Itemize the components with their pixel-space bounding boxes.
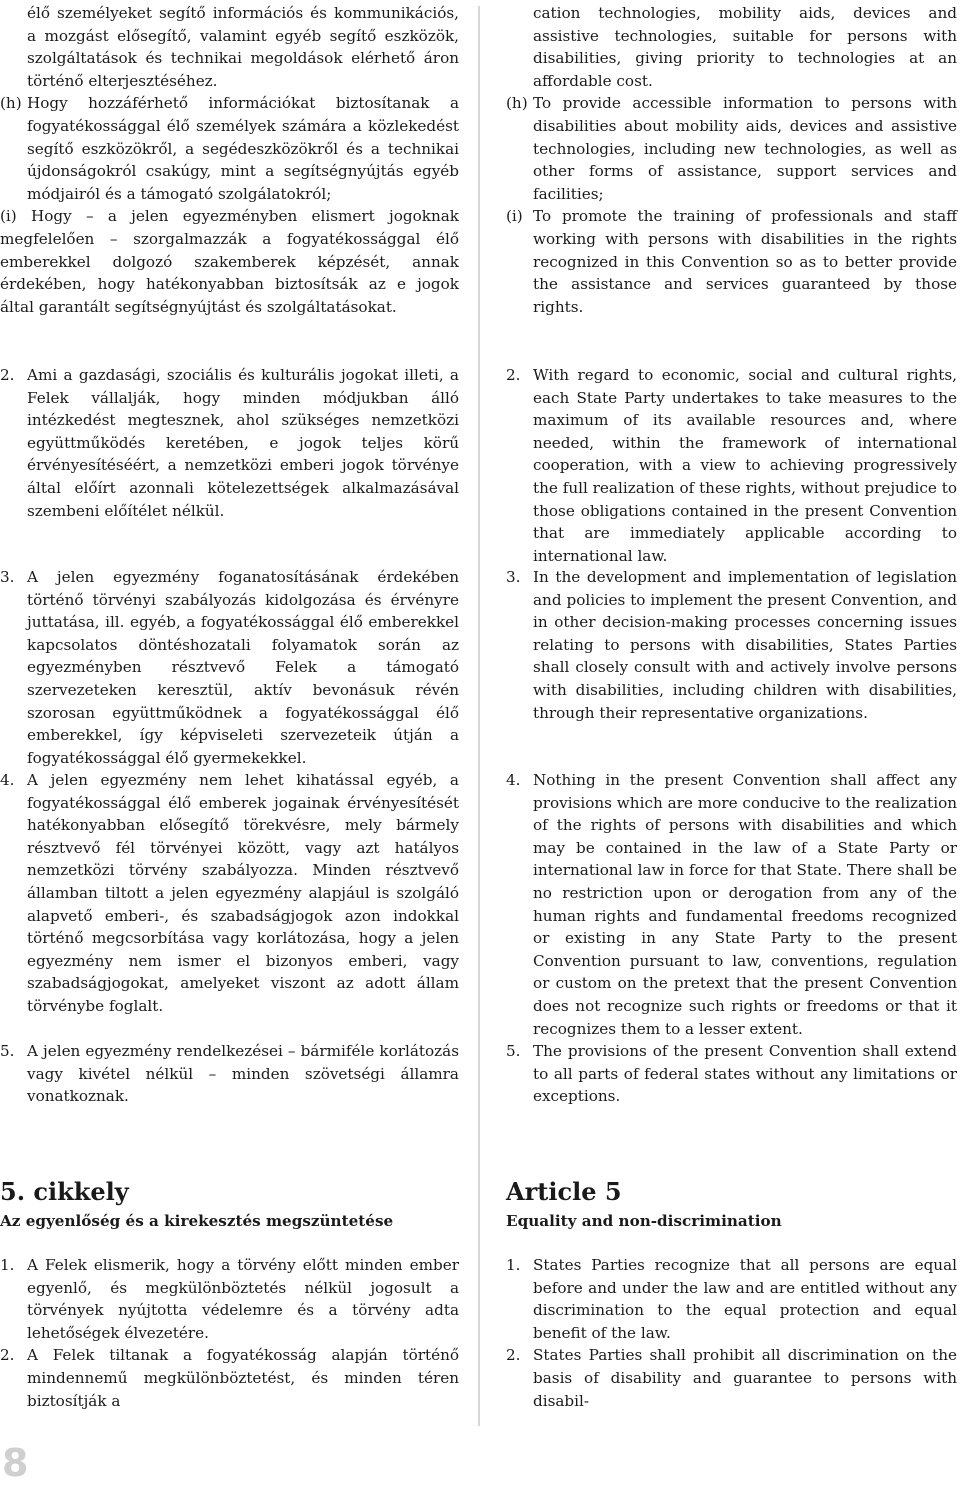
hu-para3-text: A jelen egyezmény foganatosításának érdekében történő törvényi szabályozás kidolgozása és érvényre juttatása, ill. egyéb, a fogyatékossággal élő emberekkel kapcsolatos döntéshozatali folyamatok során az egyezményben résztvevő Felek a támogató szervezeteken keresztül, aktív bevonásuk révén szorosan együttműködnek a fogyatékossággal élő emberekkel, így képviseleti szervezeteik útján a fogyatékossággal élő gyermekekkel. bbox=[27, 568, 459, 767]
hu-intro-continuation: élő személyeket segítő információs és kommunikációs, a mozgást elősegítő, valamint egyéb segítő eszközök, szolgáltatások és technikai megoldások elérhető áron történő elterjesztéséhez. bbox=[27, 4, 459, 90]
hu-item-i bbox=[0, 205, 459, 318]
en-intro-continuation: cation technologies, mobility aids, devices and assistive technologies, suitable for persons with disabilities, giving priority to technologies at an affordable cost. bbox=[533, 4, 957, 90]
hu-item-h bbox=[0, 92, 459, 205]
en-item-i bbox=[506, 205, 957, 318]
en-para4-number: 4. bbox=[506, 771, 521, 789]
en-paragraph-3 bbox=[506, 566, 957, 724]
en-article-title: Article 5 bbox=[506, 1177, 622, 1206]
en-paragraph-5 bbox=[506, 1040, 957, 1108]
hu-para2-number: 2. bbox=[0, 366, 15, 384]
en-article-paragraphs bbox=[506, 1254, 957, 1412]
en-top-block bbox=[506, 2, 957, 318]
hu-paragraph-5 bbox=[0, 1040, 459, 1108]
page-number: 8 bbox=[2, 1441, 29, 1485]
en-item-h bbox=[506, 92, 957, 205]
en-item-h-label: (h) bbox=[506, 94, 528, 113]
en-para4-text: Nothing in the present Convention shall affect any provisions which are more conducive to the realization of the rights of persons with disabilities and which may be contained in the law of a State Party or international law in force for that State. There shall be no restriction upon or derogation from any of the human rights and fundamental freedoms recognized or existing in any State Party to the present Convention pursuant to law, conventions, regulation or custom on the pretext that the present Convention does not recognize such rights or freedoms or that it recognizes them to a lesser extent. bbox=[533, 771, 957, 1038]
hu-para4-text: A jelen egyezmény nem lehet kihatással egyéb, a fogyatékossággal élő emberek jogainak érvényesítését hatékonyabban elősegítő törekvésre, mely bármely résztvevő fél törvényei között, vagy azt hatályos nemzetközi törvény szabályozza. Minden résztvevő államban tiltott a jelen egyezmény alapjául is szolgáló alapvető emberi-, és szabadságjogok azon indokkal történő megcsorbítása vagy korlátozása, hogy a jelen egyezmény nem ismer el bizonyos emberi, vagy szabadságjogokat, amelyeket viszont az adott állam törvénybe foglalt. bbox=[27, 771, 459, 1015]
en-item-i-label: (i) bbox=[506, 207, 523, 226]
en-para2-number: 2. bbox=[506, 366, 521, 384]
hu-article-subtitle: Az egyenlőség és a kirekesztés megszüntetése bbox=[0, 1212, 394, 1230]
en-paragraph-4 bbox=[506, 769, 957, 1040]
en-art-p1-number: 1. bbox=[506, 1256, 521, 1274]
en-art-p1-text: States Parties recognize that all persons are equal before and under the law and are entitled without any discrimination to the equal protection and equal benefit of the law. bbox=[533, 1256, 957, 1342]
en-article-subtitle: Equality and non-discrimination bbox=[506, 1212, 782, 1230]
hu-article-paragraphs bbox=[0, 1254, 459, 1412]
hu-article-title: 5. cikkely bbox=[0, 1177, 129, 1206]
hu-para5-number: 5. bbox=[0, 1042, 15, 1060]
hu-art-p2-text: A Felek tiltanak a fogyatékosság alapján történő mindennemű megkülönböztetést, és minden téren biztosítják a bbox=[27, 1346, 459, 1410]
hu-para5-text: A jelen egyezmény rendelkezései – bármiféle korlátozás vagy kivétel nélkül – minden szövetségi államra vonatkoznak. bbox=[27, 1042, 459, 1106]
en-item-i-text: To promote the training of professionals and staff working with persons with disabilities in the rights recognized in this Convention so as to better provide the assistance and services guaranteed by those rights. bbox=[533, 207, 957, 316]
hu-para2-text: Ami a gazdasági, szociális és kulturális jogokat illeti, a Felek vállalják, hogy minden módjukban álló intézkedést megtesznek, ahol szükséges nemzetközi együttműködés keretében, e jogok teljes körű érvényesítéséért, a nemzetközi emberi jogok törvénye által előírt azonnali kötelezettségek alkalmazásával szembeni előítélet nélkül. bbox=[27, 366, 459, 520]
hu-item-i-text: Hogy – a jelen egyezményben elismert jogoknak megfelelően – szorgalmazzák a fogyatékossággal élő emberekkel dolgozó szakemberek képzését, annak érdekében, hogy hatékonyabban biztosítsák az e jogok által garantált segítségnyújtást és szolgáltatásokat. bbox=[0, 207, 459, 316]
hu-para4-number: 4. bbox=[0, 771, 15, 789]
en-para5-text: The provisions of the present Convention shall extend to all parts of federal states without any limitations or exceptions. bbox=[533, 1042, 957, 1106]
hu-paragraph-2 bbox=[0, 364, 459, 522]
column-divider bbox=[478, 6, 480, 1426]
hu-item-h-label: (h) bbox=[0, 94, 22, 113]
hu-para3-number: 3. bbox=[0, 568, 15, 586]
en-para3-number: 3. bbox=[506, 568, 521, 586]
hu-art-p2-number: 2. bbox=[0, 1346, 15, 1365]
en-para5-number: 5. bbox=[506, 1042, 521, 1060]
en-art-p2-number: 2. bbox=[506, 1346, 521, 1365]
hu-article-heading bbox=[0, 1178, 459, 1232]
en-item-h-text: To provide accessible information to persons with disabilities about mobility aids, devices and assistive technologies, including new technologies, as well as other forms of assistance, support services and facilities; bbox=[533, 94, 957, 203]
en-article-heading bbox=[506, 1178, 957, 1232]
hu-art-p1-text: A Felek elismerik, hogy a törvény előtt minden ember egyenlő, és megkülönböztetés nélkül jogosult a törvények nyújtotta védelemre és a törvény adta lehetőségek élvezetére. bbox=[27, 1256, 459, 1342]
hu-item-h-text: Hogy hozzáférhető információkat biztosítanak a fogyatékossággal élő személyek számára a közlekedést segítő eszközökről, a segédeszközökről és a technikai újdonságokról csakúgy, mint a segítségnyújtás egyéb módjairól és a támogató szolgálatokról; bbox=[27, 94, 459, 203]
en-para3-text: In the development and implementation of legislation and policies to implement the present Convention, and in other decision-making processes concerning issues relating to persons with disabilities, States Parties shall closely consult with and actively involve persons with disabilities, including children with disabilities, through their representative organizations. bbox=[533, 568, 957, 722]
en-para2-text: With regard to economic, social and cultural rights, each State Party undertakes to take measures to the maximum of its available resources and, where needed, within the framework of international cooperation, with a view to achieving progressively the full realization of these rights, without prejudice to those obligations contained in the present Convention that are immediately applicable according to international law. bbox=[533, 366, 957, 565]
en-paragraph-2 bbox=[506, 364, 957, 567]
hu-paragraph-4 bbox=[0, 769, 459, 1018]
hu-art-p1-number: 1. bbox=[0, 1256, 15, 1274]
hu-top-block bbox=[0, 2, 459, 318]
hu-paragraph-3 bbox=[0, 566, 459, 769]
en-art-p2-text: States Parties shall prohibit all discrimination on the basis of disability and guarantee to persons with disabil- bbox=[533, 1346, 957, 1410]
hu-item-i-label: (i) bbox=[0, 207, 17, 226]
